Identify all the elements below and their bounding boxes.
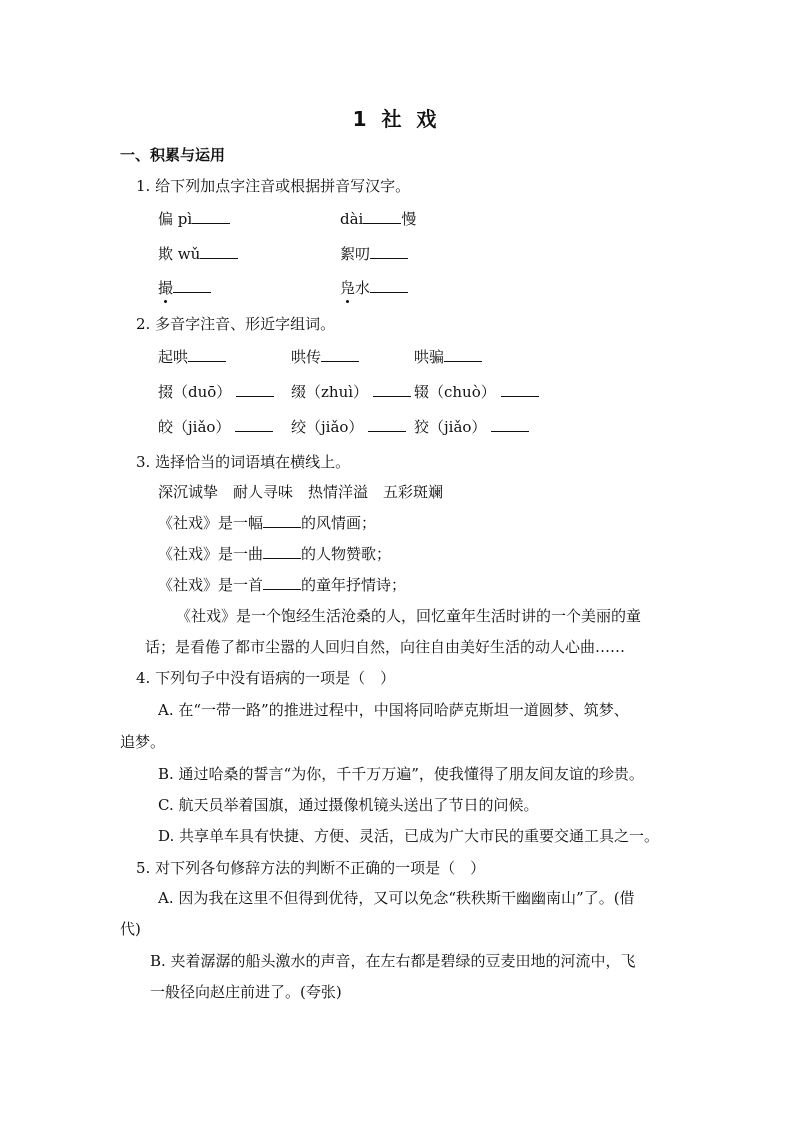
answer-blank[interactable] xyxy=(363,209,401,224)
q3-sentence-2: 《社戏》是一曲 的人物赞歌； xyxy=(158,545,392,563)
q4-option-b: B. 通过哈桑的誓言“为你，千千万万遍”，使我懂得了朋友间友谊的珍贵。 xyxy=(158,765,644,783)
question-2-stem: 2. 多音字注音、形近字组词。 xyxy=(136,315,336,333)
answer-blank[interactable] xyxy=(491,417,529,432)
q2-row3-item2: 绞（jiǎo） xyxy=(291,416,406,437)
q5-option-b: B. 夹着潺潺的船头激水的声音，在左右都是碧绿的豆麦田地的河流中，飞 xyxy=(150,952,636,970)
q1-item-3: 欺 wǔ xyxy=(158,243,238,264)
q2-row3-item3: 狡（jiǎo） xyxy=(414,416,529,437)
q5-option-b-cont: 一般径向赵庄前进了。(夸张) xyxy=(150,983,342,1001)
q1-item-4: 絮叨 xyxy=(340,243,408,264)
q2-row2-item3: 辍（chuò） xyxy=(414,381,539,402)
question-4-stem: 4. 下列句子中没有语病的一项是（ ） xyxy=(136,669,396,687)
q4-option-a: A. 在“一带一路”的推进过程中，中国将同哈萨克斯坦一道圆梦、筑梦、 xyxy=(158,701,629,719)
q4-option-a-cont: 追梦。 xyxy=(120,733,166,751)
q1-item-5: 撮 xyxy=(158,277,211,298)
question-3-stem: 3. 选择恰当的词语填在横线上。 xyxy=(136,453,351,471)
question-1-stem: 1. 给下列加点字注音或根据拼音写汉字。 xyxy=(136,177,411,195)
answer-blank[interactable] xyxy=(188,347,226,362)
q1-item-6: 凫水 xyxy=(340,277,408,298)
q5-option-a: A. 因为我在这里不但得到优待，又可以免念“秩秩斯干幽幽南山”了。(借 xyxy=(158,889,635,907)
q2-row3-item1: 皎（jiǎo） xyxy=(158,416,273,437)
q3-sentence-1: 《社戏》是一幅 的风情画； xyxy=(158,514,377,532)
question-5-stem: 5. 对下列各句修辞方法的判断不正确的一项是（ ） xyxy=(136,859,486,877)
q3-paragraph-line-1: 《社戏》是一个饱经生活沧桑的人，回忆童年生活时讲的一个美丽的童 xyxy=(176,607,642,625)
answer-blank[interactable] xyxy=(200,244,238,259)
answer-blank[interactable] xyxy=(263,513,301,528)
q5-option-a-cont: 代) xyxy=(120,920,141,938)
q2-row1-item2: 哄传 xyxy=(291,346,359,367)
answer-blank[interactable] xyxy=(173,278,211,293)
answer-blank[interactable] xyxy=(236,382,274,397)
answer-blank[interactable] xyxy=(370,278,408,293)
q1-item-2: dài 慢 xyxy=(340,210,417,228)
q2-row2-item2: 缀（zhuì） xyxy=(291,381,411,402)
answer-blank[interactable] xyxy=(368,417,406,432)
q3-paragraph-line-2: 话；是看倦了都市尘嚣的人回归自然，向往自由美好生活的动人心曲…… xyxy=(145,638,626,656)
q1-item-1-text: 偏 xyxy=(158,210,174,228)
answer-blank[interactable] xyxy=(192,209,230,224)
answer-blank[interactable] xyxy=(444,347,482,362)
answer-blank[interactable] xyxy=(235,417,273,432)
q1-item-1: 偏 pì xyxy=(158,208,230,229)
q4-option-d: D. 共享单车具有快捷、方便、灵活，已成为广大市民的重要交通工具之一。 xyxy=(158,827,660,845)
answer-blank[interactable] xyxy=(501,382,539,397)
q2-row1-item1: 起哄 xyxy=(158,346,226,367)
q4-option-c: C. 航天员举着国旗，通过摄像机镜头送出了节日的问候。 xyxy=(158,796,539,814)
answer-blank[interactable] xyxy=(263,544,301,559)
answer-blank[interactable] xyxy=(321,347,359,362)
q2-row1-item3: 哄骗 xyxy=(414,346,482,367)
answer-blank[interactable] xyxy=(370,244,408,259)
section-heading: 一、积累与运用 xyxy=(120,146,226,164)
answer-blank[interactable] xyxy=(373,382,411,397)
page-title: 1 社 戏 xyxy=(352,107,441,131)
q2-row2-item1: 掇（duō） xyxy=(158,381,274,402)
q3-word-options: 深沉诚挚 耐人寻味 热情洋溢 五彩斑斓 xyxy=(158,483,444,501)
answer-blank[interactable] xyxy=(263,575,301,590)
q3-sentence-3: 《社戏》是一首 的童年抒情诗； xyxy=(158,576,407,594)
